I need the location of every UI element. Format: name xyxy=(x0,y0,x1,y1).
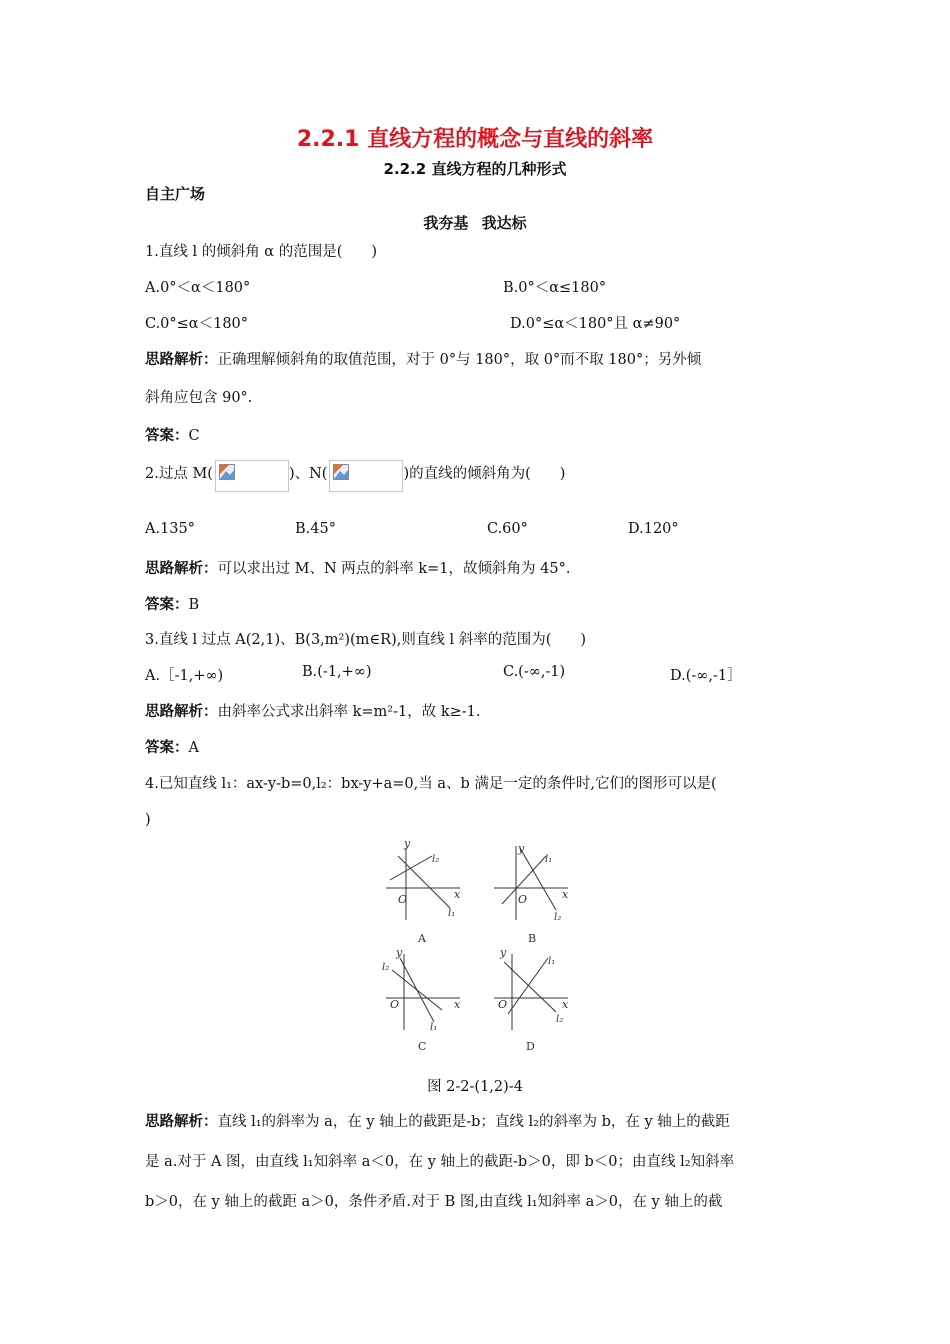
broken-image-placeholder-m xyxy=(215,460,289,492)
line-label-1: l₁ xyxy=(545,854,553,865)
q4-stem-line2: ) xyxy=(145,812,151,828)
q1-option-d: D.0°≤α＜180°且 α≠90° xyxy=(510,316,681,332)
q1-analysis xyxy=(145,348,701,369)
panel-b xyxy=(494,842,569,945)
q1-answer-label: 答案： xyxy=(145,428,189,444)
origin-label: O xyxy=(390,998,400,1011)
panel-letter: A xyxy=(418,932,426,945)
q4-analysis-line3: b＞0，在 y 轴上的截距 a＞0，条件矛盾.对于 B 图,由直线 l₁知斜率 a＞0，在 y 轴上的截 xyxy=(145,1194,723,1210)
line-l1 xyxy=(400,958,434,1022)
x-axis-label: x xyxy=(454,888,461,901)
panel-d xyxy=(494,946,569,1053)
q1-analysis-label: 思路解析： xyxy=(145,352,218,368)
line-l2 xyxy=(390,856,432,880)
q2-option-d: D.120° xyxy=(628,521,679,537)
panel-a xyxy=(386,838,461,945)
q2-option-c: C.60° xyxy=(487,521,528,537)
q3-option-a: A.［-1,+∞) xyxy=(145,668,224,684)
origin-label: O xyxy=(518,893,528,906)
q3-analysis-text: 由斜率公式求出斜率 k=m²-1，故 k≥-1. xyxy=(217,704,481,720)
q2-stem xyxy=(145,462,565,494)
q4-figure xyxy=(370,838,590,1056)
q3-option-d: D.(-∞,-1］ xyxy=(670,668,742,684)
panel-letter: C xyxy=(418,1040,427,1053)
line-label-2: l₂ xyxy=(554,912,562,923)
q2-analysis xyxy=(145,557,570,578)
page-subtitle: 2.2.2 直线方程的几种形式 xyxy=(383,160,567,178)
origin-label: O xyxy=(498,998,508,1011)
q3-answer-value: A xyxy=(188,740,199,756)
q1-option-c: C.0°≤α＜180° xyxy=(145,316,249,332)
line-label-2: l₂ xyxy=(556,1014,564,1025)
line-label-1: l₁ xyxy=(548,956,556,967)
broken-image-placeholder-n xyxy=(329,460,403,492)
q4-analysis-label: 思路解析： xyxy=(145,1114,218,1130)
broken-image-icon xyxy=(219,464,235,480)
q1-analysis-line2: 斜角应包含 90°. xyxy=(145,390,253,406)
q3-stem: 3.直线 l 过点 A(2,1)、B(3,m²)(m∈R),则直线 l 斜率的范围为( ) xyxy=(145,632,587,648)
line-label-1: l₂ xyxy=(432,854,440,865)
q2-answer-label: 答案： xyxy=(145,597,189,613)
q1-option-a: A.0°＜α＜180° xyxy=(145,280,251,296)
y-axis-label: y xyxy=(500,946,507,959)
line-label-2: l₁ xyxy=(430,1022,438,1033)
q4-analysis-text: 直线 l₁的斜率为 a，在 y 轴上的截距是-b；直线 l₂的斜率为 b，在 y 轴上的截距 xyxy=(217,1114,730,1130)
q2-analysis-label: 思路解析： xyxy=(145,561,218,577)
figure-caption: 图 2-2-(1,2)-4 xyxy=(427,1079,523,1095)
q4-analysis xyxy=(145,1110,730,1131)
q4-analysis-line2: 是 a.对于 A 图，由直线 l₁知斜率 a＜0，在 y 轴上的截距-b＞0，即 b＜0；由直线 l₂知斜率 xyxy=(145,1154,735,1170)
q4-stem: 4.已知直线 l₁：ax-y-b=0,l₂：bx-y+a=0,当 a、b 满足一定的条件时,它们的图形可以是( xyxy=(145,776,717,792)
y-axis-label: y xyxy=(396,946,403,959)
q1-analysis-text: 正确理解倾斜角的取值范围，对于 0°与 180°，取 0°而不取 180°；另外倾 xyxy=(217,352,702,368)
x-axis-label: x xyxy=(562,998,569,1011)
q3-option-c: C.(-∞,-1) xyxy=(503,664,566,680)
q2-answer-value: B xyxy=(188,597,200,613)
q2-option-a: A.135° xyxy=(145,521,196,537)
origin-label: O xyxy=(398,893,408,906)
y-axis-label: y xyxy=(518,842,525,855)
q2-answer xyxy=(145,593,199,614)
q3-analysis-label: 思路解析： xyxy=(145,704,218,720)
section-heading: 自主广场 xyxy=(145,185,206,203)
x-axis-label: x xyxy=(562,888,569,901)
q3-analysis xyxy=(145,700,481,721)
line-l1 xyxy=(508,958,548,1014)
q1-option-b: B.0°＜α≤180° xyxy=(503,280,607,296)
panel-letter: B xyxy=(528,932,537,945)
panel-letter: D xyxy=(526,1040,535,1053)
broken-image-icon xyxy=(333,464,349,480)
q2-stem-part-b: )、N( xyxy=(288,466,328,482)
line-label-2: l₁ xyxy=(448,908,456,919)
q1-answer xyxy=(145,424,200,445)
q1-answer-value: C xyxy=(188,428,200,444)
q3-answer xyxy=(145,736,199,757)
q2-stem-part-a: 2.过点 M( xyxy=(145,466,213,482)
page-title: 2.2.1 直线方程的概念与直线的斜率 xyxy=(296,127,654,152)
q3-option-b: B.(-1,+∞) xyxy=(302,664,372,680)
subsection-heading: 我夯基 我达标 xyxy=(423,214,527,232)
q2-analysis-text: 可以求出过 M、N 两点的斜率 k=1，故倾斜角为 45°. xyxy=(217,561,571,577)
x-axis-label: x xyxy=(454,998,461,1011)
q1-stem: 1.直线 l 的倾斜角 α 的范围是( ) xyxy=(145,244,378,260)
panel-c xyxy=(382,946,461,1053)
q2-stem-part-c: )的直线的倾斜角为( ) xyxy=(403,466,566,482)
q2-option-b: B.45° xyxy=(295,521,336,537)
q3-answer-label: 答案： xyxy=(145,740,189,756)
line-label-1: l₂ xyxy=(382,962,390,973)
y-axis-label: y xyxy=(404,838,411,850)
